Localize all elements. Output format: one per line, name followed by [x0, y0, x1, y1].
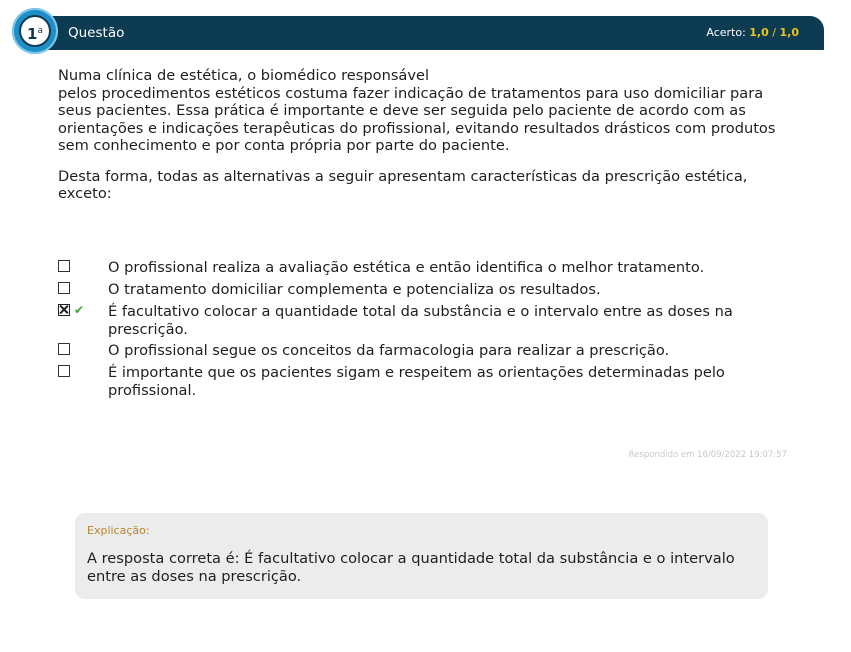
option-b[interactable]: [58, 281, 798, 299]
option-d-checkbox[interactable]: [58, 343, 70, 355]
score-separator: /: [772, 26, 776, 39]
answer-options: [58, 259, 798, 403]
score-value: 1,0: [749, 26, 769, 39]
explanation-box: [75, 513, 768, 599]
question-paragraph-1: [58, 67, 798, 155]
question-paragraph-2: Desta forma, todas as alternativas a seguir apresentam características da prescrição estética, exceto:: [58, 167, 748, 202]
question-title: Questão: [68, 25, 125, 41]
option-d-text: O profissional segue os conceitos da farmacologia para realizar a prescrição.: [108, 342, 670, 359]
option-b-checkbox[interactable]: [58, 282, 70, 294]
option-e[interactable]: [58, 364, 798, 399]
option-d[interactable]: [58, 342, 798, 360]
option-a[interactable]: [58, 259, 798, 277]
answered-timestamp: Respondido em 16/09/2022 19:07:57: [628, 450, 787, 460]
explanation-text: A resposta correta é: É facultativo colocar a quantidade total da substância e o intervalo entre as doses na prescrição.: [87, 550, 735, 585]
option-a-checkbox[interactable]: [58, 260, 70, 272]
score-total: 1,0: [779, 26, 799, 39]
question-paragraph-1-rest: pelos procedimentos estéticos costuma fazer indicação de tratamentos para uso domiciliar para seus pacientes. Essa prática é importante e deve ser seguida pelo paciente de acordo com as orientações e indicações terapêuticas do profissional, evitando resultados drásticos com produtos sem conhecimento e por conta própria por parte do paciente.: [58, 84, 776, 154]
explanation-label: Explicação:: [87, 524, 150, 537]
check-icon: ✔: [74, 303, 85, 317]
question-line-1: Numa clínica de estética, o biomédico responsável: [58, 67, 430, 84]
question-number: 1$^a$: [19, 15, 51, 47]
option-c-checkbox-checked[interactable]: [58, 304, 70, 316]
question-statement: [58, 67, 798, 203]
option-c-text: É facultativo colocar a quantidade total da substância e o intervalo entre as doses na prescrição.: [108, 303, 733, 338]
option-b-text: O tratamento domiciliar complementa e potencializa os resultados.: [108, 281, 601, 298]
option-e-text: É importante que os pacientes sigam e respeitem as orientações determinadas pelo profissional.: [108, 364, 725, 399]
option-c[interactable]: [58, 303, 798, 338]
option-e-checkbox[interactable]: [58, 365, 70, 377]
option-a-text: O profissional realiza a avaliação estética e então identifica o melhor tratamento.: [108, 259, 705, 276]
score: [706, 26, 799, 40]
score-label: Acerto:: [706, 26, 746, 39]
